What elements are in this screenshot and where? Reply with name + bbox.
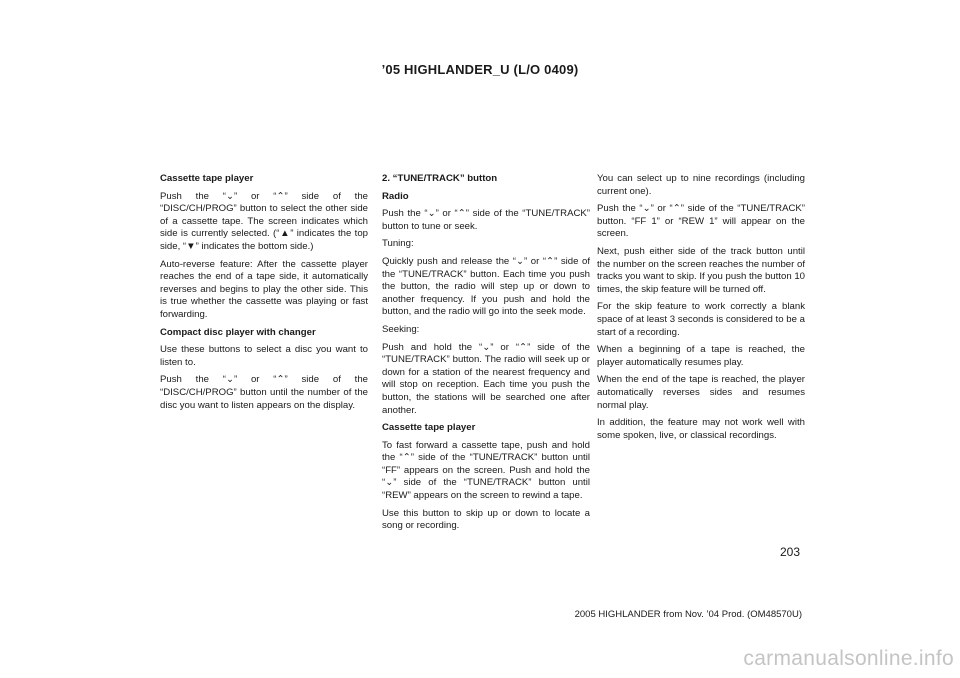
paragraph: You can select up to nine recordings (including current one).: [597, 173, 805, 197]
paragraph: Seeking:: [382, 323, 420, 335]
paragraph: Quickly push and release the “⌄” or “⌃” side of the “TUNE/TRACK” button. Each time you push the button, the radio will step up or down to another frequency. If you push and hold the button, and the radio will go into the seek mode.: [382, 255, 590, 318]
section-heading: Compact disc player with changer: [160, 326, 316, 338]
paragraph: When a beginning of a tape is reached, the player automatically resumes play.: [597, 344, 805, 368]
paragraph: In addition, the feature may not work well with some spoken, live, or classical recordings.: [597, 417, 805, 441]
footer-text: 2005 HIGHLANDER from Nov. ’04 Prod. (OM48570U): [574, 609, 802, 620]
section-heading: Cassette tape player: [160, 173, 254, 184]
section-heading: 2. “TUNE/TRACK” button: [382, 173, 498, 184]
paragraph: Tuning:: [382, 238, 414, 250]
paragraph: Push the “⌄” or “⌃” side of the “DISC/CH/PROG” button until the number of the disc you want to listen appears on the display.: [160, 374, 368, 411]
subsection-heading: Radio: [382, 190, 409, 202]
paragraph: Use this button to skip up or down to locate a song or recording.: [382, 507, 590, 532]
paragraph: Auto-reverse feature: After the cassette player reaches the end of a tape side, it automatically reverses and begins to play the other side. This is true whether the cassette was playing or fast forwarding.: [160, 258, 368, 320]
column-3: [597, 173, 805, 447]
paragraph: Use these buttons to select a disc you want to listen to.: [160, 344, 368, 368]
page-number: 203: [779, 545, 800, 559]
paragraph: Push the “⌄” or “⌃” side of the “TUNE/TRACK” button to tune or seek.: [382, 208, 590, 232]
paragraph: To fast forward a cassette tape, push and hold the “⌃” side of the “TUNE/TRACK” button until “FF” appears on the screen. Push and hold the “⌄” side of the “TUNE/TRACK” button until “REW” appears on the screen to rewind a tape.: [382, 439, 590, 502]
paragraph: When the end of the tape is reached, the player automatically reverses sides and resumes normal play.: [597, 374, 805, 411]
paragraph: Push the “⌄” or “⌃” side of the “DISC/CH/PROG” button to select the other side of a cassette tape. The screen indicates which side is currently selected. (“▲” indicates the top side, “▼” indicates the bottom side.): [160, 190, 368, 252]
running-header: ’05 HIGHLANDER_U (L/O 0409): [381, 62, 579, 77]
paragraph: Next, push either side of the track button until the number on the screen reaches the number of tracks you want to skip. If you push the button 10 times, the skip feature will be turned off.: [597, 245, 805, 295]
paragraph: Push the “⌄” or “⌃” side of the “TUNE/TRACK” button. “FF 1” or “REW 1” will appear on the screen.: [597, 203, 805, 240]
paragraph: Push and hold the “⌄” or “⌃” side of the “TUNE/TRACK” button. The radio will seek up or down for a station of the nearest frequency and will stop on reception. Each time you push the button, the stations will be searched one after another.: [382, 341, 590, 416]
watermark: carmanualsonline.info: [743, 647, 954, 670]
column-2: [382, 173, 590, 538]
subsection-heading: Cassette tape player: [382, 422, 476, 434]
column-1: [160, 173, 368, 417]
paragraph: For the skip feature to work correctly a blank space of at least 3 seconds is considered to be a start of a recording.: [597, 301, 805, 338]
